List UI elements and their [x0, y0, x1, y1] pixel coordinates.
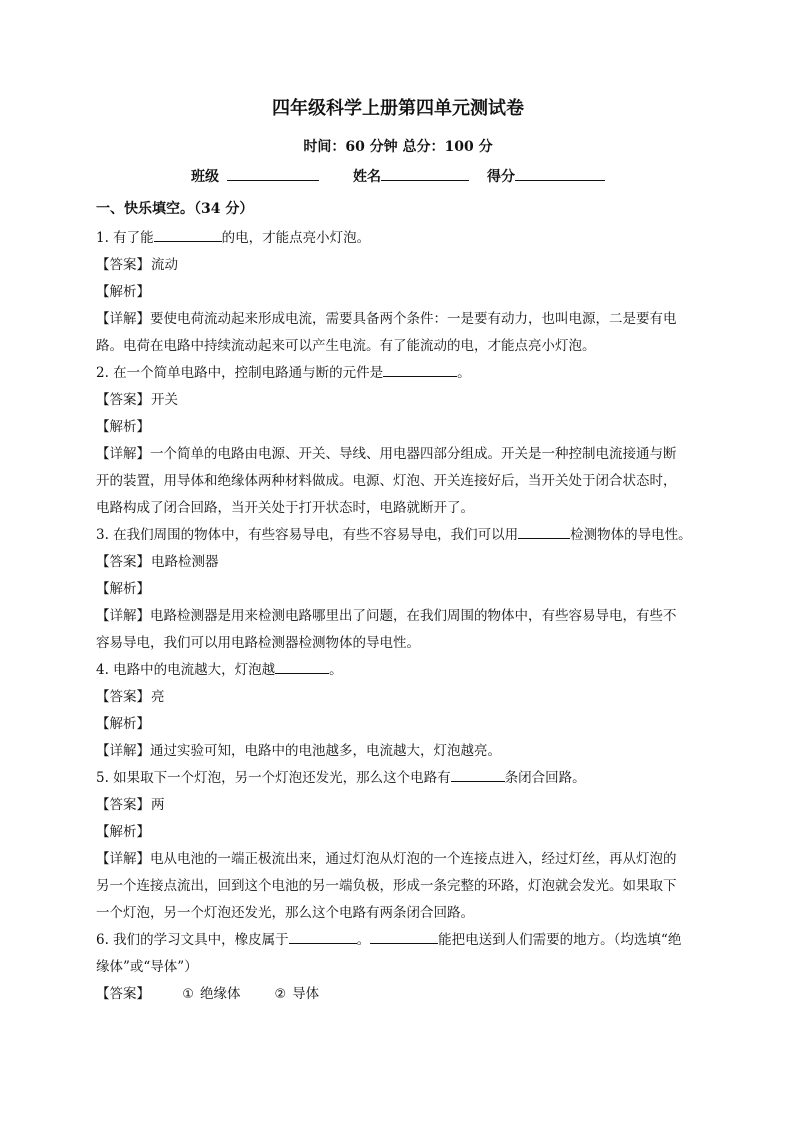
detail-block [96, 306, 700, 360]
score-blank[interactable] [515, 166, 605, 181]
detail-label: 【详解】 [96, 608, 150, 624]
question-5 [96, 765, 700, 927]
stem-text-after: 的电，才能点亮小灯泡。 [221, 230, 371, 246]
analysis-line [96, 819, 700, 846]
analysis-label: 【解析】 [96, 419, 150, 435]
detail-text: 要使电荷流动起来形成电流，需要具备两个条件：一是要有动力，也叫电源，二是要有电 [150, 311, 677, 327]
stem-text-before: 3. 在我们周围的物体中，有些容易导电，有些不容易导电，我们可以用 [96, 527, 519, 543]
detail-label: 【详解】 [96, 743, 150, 759]
answer-line [96, 981, 700, 1008]
answer-value: 亮 [151, 689, 165, 705]
stem-text-before: 5. 如果取下一个灯泡，另一个灯泡还发光，那么这个电路有 [96, 770, 451, 786]
question-stem [96, 522, 700, 549]
stem-text-after: 。 [329, 662, 343, 678]
answer-line [96, 387, 700, 414]
analysis-label: 【解析】 [96, 824, 150, 840]
question-3 [96, 522, 700, 657]
answer-blank[interactable] [154, 227, 222, 242]
detail-label: 【详解】 [96, 311, 150, 327]
document-page [96, 96, 700, 1008]
question-4 [96, 657, 700, 765]
answer-line [96, 549, 700, 576]
name-field [353, 166, 469, 188]
detail-text: 容易导电，我们可以用电路检测器检测物体的导电性。 [96, 635, 420, 651]
answer-label: 【答案】 [96, 689, 150, 705]
detail-text: 一个灯泡，另一个灯泡还发光，那么这个电路有两条闭合回路。 [96, 905, 474, 921]
answer-blank[interactable] [275, 659, 329, 674]
analysis-label: 【解析】 [96, 581, 150, 597]
question-2 [96, 360, 700, 522]
stem-text-part1: 6. 我们的学习文具中，橡皮属于 [96, 932, 289, 948]
answer-blank-1[interactable] [289, 929, 357, 944]
exam-subtitle: 时间：60 分钟 总分：100 分 [303, 139, 493, 155]
answer-line [96, 684, 700, 711]
answer-values [182, 981, 319, 1008]
stem-text-line2: 缘体”或“导体”） [96, 959, 198, 975]
stem-text-before: 4. 电路中的电流越大，灯泡越 [96, 662, 276, 678]
answer-value-1: 绝缘体 [199, 986, 241, 1002]
student-info-line [96, 166, 700, 188]
circled-number-2: ② [274, 987, 287, 1002]
detail-text: 路。电荷在电路中持续流动起来可以产生电流。有了能流动的电，才能点亮小灯泡。 [96, 338, 596, 354]
answer-line [96, 252, 700, 279]
question-stem [96, 657, 700, 684]
stem-text-after: 。 [457, 365, 471, 381]
detail-block [96, 441, 700, 522]
class-label: 班级 [191, 169, 219, 185]
question-stem [96, 225, 700, 252]
detail-text: 开的装置，用导体和绝缘体两种材料做成。电源、灯泡、开关连接好后，当开关处于闭合状态时， [96, 473, 677, 489]
class-blank[interactable] [227, 166, 319, 181]
answer-value: 电路检测器 [151, 554, 219, 570]
answer-label: 【答案】 [96, 797, 150, 813]
analysis-label: 【解析】 [96, 716, 150, 732]
name-blank[interactable] [381, 166, 469, 181]
answer-blank[interactable] [383, 362, 457, 377]
question-1 [96, 225, 700, 360]
answer-line [96, 792, 700, 819]
stem-text-after: 检测物体的导电性。 [570, 527, 692, 543]
answer-value: 流动 [151, 257, 178, 273]
detail-text: 电路构成了闭合回路，当开关处于打开状态时，电路就断开了。 [96, 500, 474, 516]
analysis-line [96, 279, 700, 306]
answer-label: 【答案】 [96, 257, 150, 273]
stem-text-part3: 能把电送到人们需要的地方。（均选填“绝 [438, 932, 682, 948]
score-field [487, 166, 605, 188]
question-stem-continued [96, 954, 700, 981]
detail-text: 电路检测器是用来检测电路哪里出了问题，在我们周围的物体中，有些容易导电，有些不 [150, 608, 677, 624]
stem-text-part2: 。 [356, 932, 371, 948]
name-label: 姓名 [353, 169, 381, 185]
analysis-line [96, 711, 700, 738]
question-6 [96, 927, 700, 1008]
class-field [191, 166, 319, 188]
analysis-label: 【解析】 [96, 284, 150, 300]
answer-value: 两 [151, 797, 165, 813]
answer-label: 【答案】 [96, 986, 150, 1002]
answer-part-2 [274, 981, 319, 1008]
answer-blank[interactable] [518, 524, 570, 539]
stem-text-before: 2. 在一个简单电路中，控制电路通与断的元件是 [96, 365, 384, 381]
detail-text: 通过实验可知，电路中的电池越多，电流越大，灯泡越亮。 [150, 743, 501, 759]
question-stem [96, 765, 700, 792]
stem-text-before: 1. 有了能 [96, 230, 154, 246]
answer-label: 【答案】 [96, 554, 150, 570]
detail-block [96, 846, 700, 927]
stem-text-after: 条闭合回路。 [504, 770, 586, 786]
detail-text: 另一个连接点流出，回到这个电池的另一端负极，形成一条完整的环路，灯泡就会发光。如果取下 [96, 878, 677, 894]
answer-value-2: 导体 [292, 986, 320, 1002]
page-title: 四年级科学上册第四单元测试卷 [272, 98, 524, 119]
answer-blank[interactable] [451, 767, 505, 782]
question-stem [96, 360, 700, 387]
answer-blank-2[interactable] [370, 929, 438, 944]
circled-number-1: ① [182, 987, 194, 1002]
detail-block [96, 738, 700, 765]
section-title: 一、快乐填空。（34 分） [96, 201, 254, 217]
answer-label: 【答案】 [96, 392, 150, 408]
score-label: 得分 [487, 169, 515, 185]
answer-part-1 [182, 981, 240, 1008]
detail-text: 电从电池的一端正极流出来，通过灯泡从灯泡的一个连接点进入，经过灯丝，再从灯泡的 [150, 851, 677, 867]
detail-text: 一个简单的电路由电源、开关、导线、用电器四部分组成。开关是一种控制电流接通与断 [150, 446, 677, 462]
detail-label: 【详解】 [96, 446, 150, 462]
question-stem [96, 927, 700, 954]
detail-block [96, 603, 700, 657]
detail-label: 【详解】 [96, 851, 150, 867]
analysis-line [96, 576, 700, 603]
answer-value: 开关 [151, 392, 178, 408]
analysis-line [96, 414, 700, 441]
